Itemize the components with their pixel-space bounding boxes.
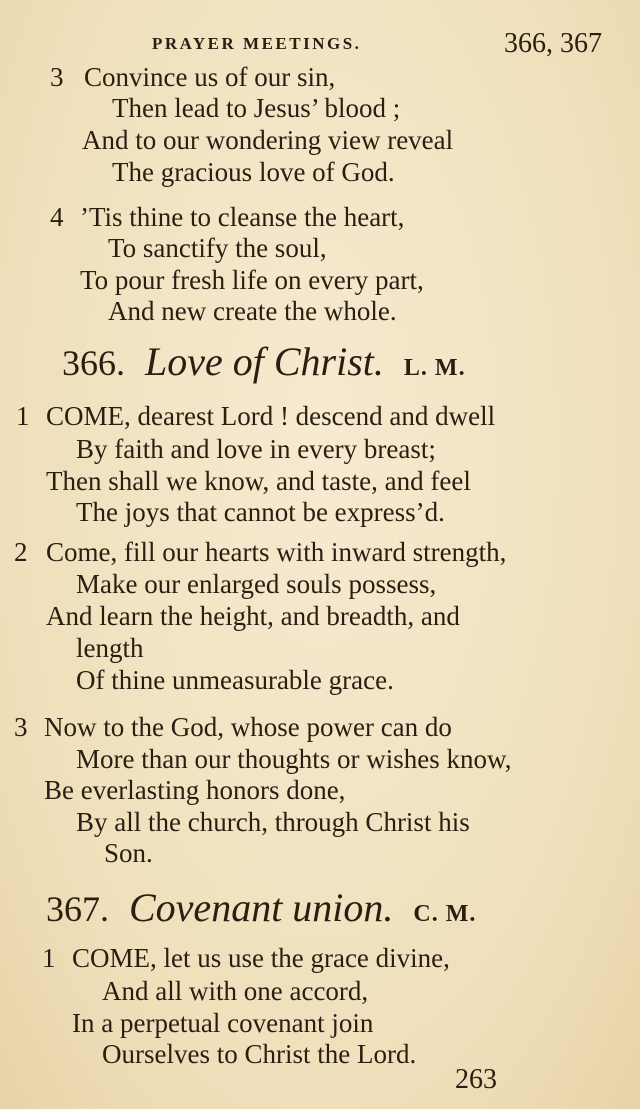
verse-line: Be everlasting honors done, — [44, 775, 346, 805]
stanza-number: 2 — [14, 537, 28, 567]
stanza-number: 4 — [50, 202, 64, 232]
hymn-heading — [46, 884, 476, 931]
verse-line: COME, let us use the grace divine, — [72, 943, 450, 973]
verse-line: By all the church, through Christ his — [76, 807, 470, 837]
verse-line: The gracious love of God. — [112, 157, 395, 187]
verse-line: And all with one accord, — [102, 976, 369, 1006]
page-number: 263 — [455, 1064, 497, 1095]
verse-line: By faith and love in every breast; — [76, 434, 436, 464]
hymn-meter: C. M. — [413, 901, 477, 927]
verse-line: ’Tis thine to cleanse the heart, — [80, 202, 405, 232]
verse-line: To sanctify the soul, — [108, 233, 327, 263]
verse-line: And learn the height, and breadth, and — [46, 601, 460, 631]
stanza-number: 1 — [42, 943, 56, 973]
verse-line: Make our enlarged souls possess, — [76, 569, 437, 599]
verse-line: The joys that cannot be express’d. — [76, 497, 445, 527]
verse-line: Ourselves to Christ the Lord. — [102, 1039, 417, 1069]
verse-line: And new create the whole. — [108, 296, 397, 326]
verse-line: Come, fill our hearts with inward strength, — [46, 537, 507, 567]
verse-line: In a perpetual covenant join — [72, 1008, 374, 1038]
verse-line: COME, dearest Lord ! descend and dwell — [46, 401, 496, 431]
verse-line: Then shall we know, and taste, and feel — [46, 466, 471, 496]
verse-line: length — [76, 633, 144, 663]
stanza-number: 3 — [50, 62, 64, 92]
verse-line: Then lead to Jesus’ blood ; — [112, 93, 401, 123]
stanza-number: 3 — [14, 712, 28, 742]
verse-line: And to our wondering view reveal — [82, 125, 454, 155]
hymn-heading — [62, 338, 466, 385]
page-header — [0, 28, 640, 62]
page-range: 366, 367 — [504, 28, 602, 59]
verse-line: To pour fresh life on every part, — [80, 265, 424, 295]
hymn-title: Covenant union. — [129, 885, 394, 930]
hymn-number: 366. — [62, 343, 125, 383]
hymn-number: 367. — [46, 889, 109, 929]
hymn-title: Love of Christ. — [145, 339, 384, 384]
verse-line: Convince us of our sin, — [84, 62, 336, 92]
hymn-meter: L. M. — [403, 355, 466, 381]
verse-line: Now to the God, whose power can do — [44, 712, 452, 742]
verse-line: Of thine unmeasurable grace. — [76, 665, 394, 695]
stanza-number: 1 — [16, 401, 30, 431]
verse-line: Son. — [104, 838, 153, 868]
running-title: PRAYER MEETINGS. — [152, 34, 362, 53]
verse-line: More than our thoughts or wishes know, — [76, 744, 512, 774]
